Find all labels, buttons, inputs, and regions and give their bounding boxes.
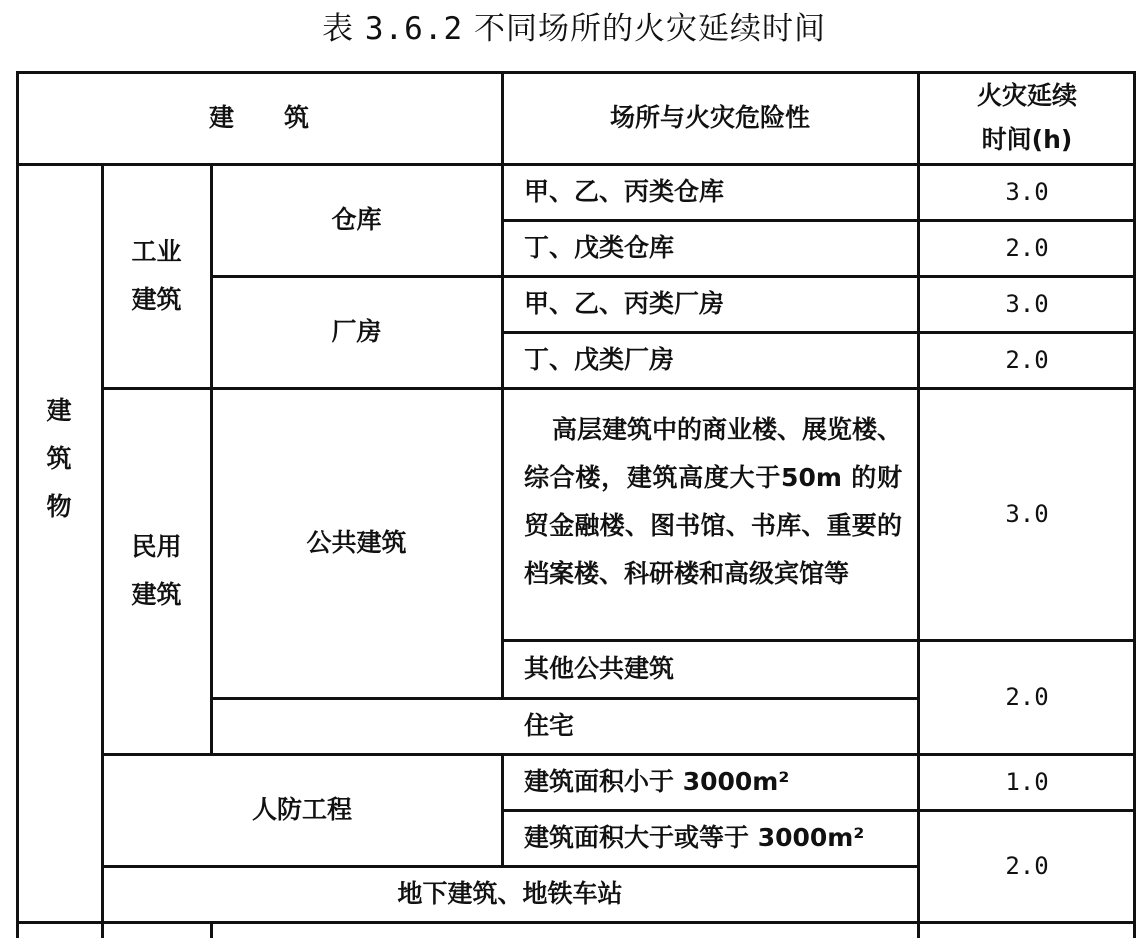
factory-class-de-duration: 2.0 [1005, 346, 1049, 374]
fire-duration-table [16, 71, 1136, 938]
warehouse-class-de-duration: 2.0 [1005, 234, 1049, 262]
table-title [0, 6, 1148, 52]
underground-label: 地下建筑、地铁车站 [397, 879, 623, 908]
rule [102, 387, 1136, 390]
rule [102, 865, 918, 868]
rule [917, 71, 920, 938]
rule [210, 163, 213, 389]
rule-right [1133, 71, 1136, 938]
public-building-label: 公共建筑 [306, 528, 407, 557]
rule [210, 387, 213, 755]
building-group-label: 建 筑 物 [46, 396, 72, 521]
warehouse-class-abc-duration: 3.0 [1005, 178, 1049, 206]
rule [502, 219, 1136, 222]
rule-header [16, 163, 1136, 166]
rule [501, 753, 504, 867]
rule [101, 163, 104, 938]
industrial-building-label: 工业 建筑 [131, 237, 182, 314]
public-highrise-duration: 3.0 [1005, 500, 1049, 528]
rule-left [16, 71, 19, 938]
rule [211, 697, 918, 700]
table-title-prefix: 表 [321, 11, 354, 47]
rule [501, 71, 504, 699]
rule [211, 275, 1136, 278]
underground-duration: 2.0 [1005, 852, 1049, 880]
header-duration [918, 71, 1136, 164]
warehouse-class-de: 丁、戊类仓库 [524, 233, 675, 262]
factory-class-abc-duration: 3.0 [1005, 290, 1049, 318]
table-title-text: 不同场所的火灾延续时间 [474, 11, 827, 47]
public-other: 其他公共建筑 [524, 654, 675, 683]
warehouse-class-abc: 甲、乙、丙类仓库 [524, 177, 725, 206]
header-building: 建 筑 [208, 102, 309, 132]
rule [502, 809, 1136, 812]
header-place-hazard: 场所与火灾危险性 [609, 102, 810, 132]
rule-top [16, 71, 1136, 74]
warehouse-label: 仓库 [331, 205, 382, 234]
civil-defense-small-duration: 1.0 [1005, 768, 1049, 796]
factory-label: 厂房 [331, 317, 382, 346]
table-number: 3.6.2 [364, 11, 464, 47]
header-duration-line1: 火灾延续 [976, 80, 1077, 110]
rule [210, 921, 213, 938]
factory-class-de: 丁、戊类厂房 [524, 345, 675, 374]
civil-defense-large: 建筑面积大于或等于 3000m² [524, 823, 865, 852]
header-duration-line2: 时间(h) [981, 124, 1073, 154]
public-highrise-description: 高层建筑中的商业楼、展览楼、综合楼，建筑高度大于50m 的财贸金融楼、图书馆、书库、重要的档案楼、科研楼和高级宾馆等 [524, 415, 903, 588]
rule [502, 331, 1136, 334]
civil-defense-label: 人防工程 [251, 795, 352, 824]
other-residential-duration: 2.0 [1005, 683, 1049, 711]
civil-defense-small: 建筑面积小于 3000m² [524, 767, 790, 796]
rule [502, 639, 1136, 642]
rule [16, 921, 1136, 924]
residential: 住宅 [524, 711, 575, 740]
civil-building-label: 民用 建筑 [131, 532, 182, 609]
rule [102, 753, 1136, 756]
factory-class-abc: 甲、乙、丙类厂房 [524, 289, 725, 318]
